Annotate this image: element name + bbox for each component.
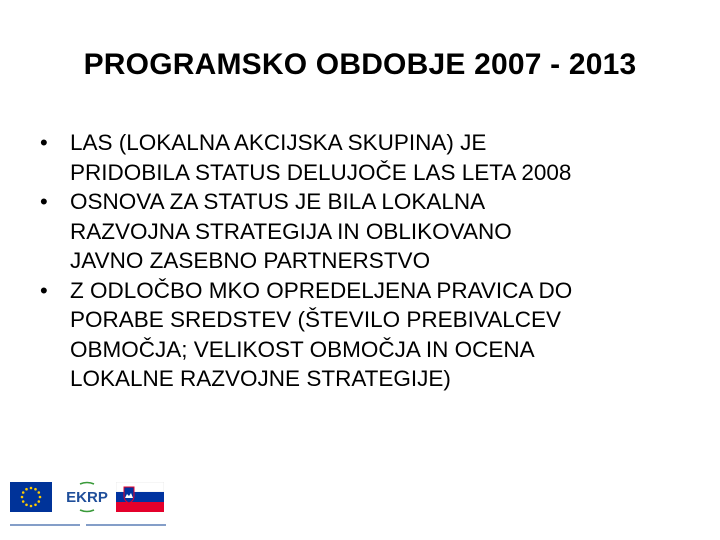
bullet-list — [40, 128, 690, 394]
bullet-icon: • — [40, 277, 48, 303]
logo-bar — [10, 478, 170, 533]
bullet-line: JAVNO ZASEBNO PARTNERSTVO — [70, 248, 431, 273]
logo-caption-decoration — [10, 522, 170, 528]
slovenia-flag-icon — [116, 482, 164, 512]
bullet-line: PORABE SREDSTEV (ŠTEVILO PREBIVALCEV — [70, 307, 561, 332]
bullet-icon: • — [40, 189, 48, 214]
bullet-line: LOKALNE RAZVOJNE STRATEGIJE) — [70, 366, 451, 391]
bullet-item — [40, 276, 690, 394]
ekrp-logo-icon — [60, 480, 114, 514]
bullet-item — [40, 128, 690, 187]
bullet-item — [40, 187, 690, 276]
bullet-line: PRIDOBILA STATUS DELUJOČE LAS LETA 2008 — [70, 159, 572, 185]
bullet-line: Z ODLOČBO MKO OPREDELJENA PRAVICA DO — [70, 277, 573, 303]
eu-flag-icon — [10, 482, 52, 512]
ekrp-logo-text: EKRP — [66, 489, 108, 506]
slide-title: PROGRAMSKO OBDOBJE 2007 - 2013 — [83, 48, 637, 81]
bullet-line: OBMOČJA; VELIKOST OBMOČJA IN OCENA — [70, 336, 535, 362]
bullet-line: OSNOVA ZA STATUS JE BILA LOKALNA — [70, 189, 486, 214]
bullet-line: RAZVOJNA STRATEGIJA IN OBLIKOVANO — [70, 218, 512, 244]
bullet-icon: • — [40, 130, 48, 155]
bullet-line: LAS (LOKALNA AKCIJSKA SKUPINA) JE — [70, 130, 487, 155]
